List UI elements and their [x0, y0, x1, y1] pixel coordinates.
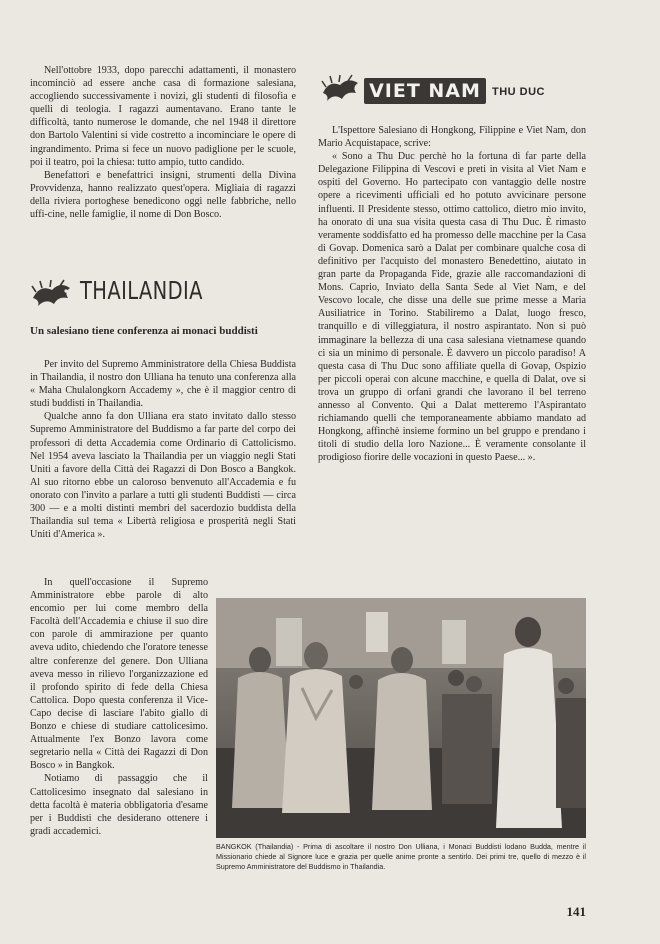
vietnam-section-heading	[320, 66, 590, 112]
thailand-subheading: Un salesiano tiene conferenza ai monaci buddisti	[30, 325, 258, 337]
paragraph: Nell'ottobre 1933, dopo parecchi adattamenti, il monastero incominciò ad essere anche casa di formazione salesiana, accogliendo successivamente i novizi, gli studenti di filosofia e quelli di teologia. I ragazzi aumentavano. Erano tante le difficoltà, tanto numerose le domande, che nel 1948 il direttore don Bartolo Valentini si vide costretto a incominciare le opere di ingrandimento. Prima si fece un nuovo padiglione per le scuole, poi il teatro, poi la chiesa: tutto ampio, tutto candido.	[30, 65, 296, 168]
paragraph: Per invito del Supremo Amministratore della Chiesa Buddista in Thailandia, il nostro don Ulliana ha tenuto una conferenza alla « Maha Chulalongkorn Accademy », che è il maggior centro di studi buddisti in Thailandia.	[30, 359, 296, 410]
vietnam-title: VIET NAM	[369, 80, 481, 102]
thailand-wrap-text	[30, 576, 208, 838]
vietnam-banner	[364, 78, 486, 104]
paragraph: L'Ispettore Salesiano di Hongkong, Filippine e Viet Nam, don Mario Acquistapace, scrive:	[318, 125, 586, 150]
vietnam-place: THU DUC	[492, 86, 545, 98]
left-column-text	[30, 64, 296, 221]
paragraph: « Sono a Thu Duc perchè ho la fortuna di far parte della Delegazione Filippina di Vescovi e preti in visita al Viet Nam e ospiti del Governo. Ho partecipato con vantaggio delle nostre opere a ricevimenti ufficiali ed ho potuto avvicinare persone influenti. Il Presidente stesso, ottimo cattolico, dietro mio invito, ha onorato di una sua visita questa casa di Thu Duc. È rimasto veramente soddisfatto ed ha promesso delle macchine per la Casa di Govap. Domenica sarò a Dalat per combinare qualche cosa di definitivo per l'acquisto del monastero Benedettino, aiutato in gran parte da Propaganda Fide, grazie alle raccomandazioni di Mons. Caprio, Inviato della Santa Sede al Viet Nam, e del Vescovo locale, che disse una delle sue prime messe a Maria Ausiliatrice in Torino. Stabiliremo a Dalat, luogo fresco, tranquillo e di villeggiatura, il nostro aspirantato. Non si può immaginare la bellezza di una casa salesiana vietnamese quando ci sia un minimo di personale. È davvero un piccolo paradiso! A questa casa di Thu Duc sono affiliate quella di Govap, Ospizio per piccoli operai con alcune macchine, e quella di Dalat, ove si trova un gruppo di orfani grandi che lavorano il bel terreno annesso al Convento. Qui a Dalat metteremo l'Aspirantato richiamando quelli che temporaneamente abbiamo mandato ad Hongkong, affinchè insieme formino un bel gruppo e prendano i titoli di studio della loro Nazione... È veramente consolante il prodigioso fiorire delle vocazioni in questo Paese... ».	[318, 151, 586, 464]
thailand-body	[30, 358, 296, 541]
page-number: 141	[566, 904, 586, 919]
monks-photo-illustration	[216, 598, 586, 838]
right-column-text	[318, 124, 586, 464]
paragraph: Benefattori e benefattrici insigni, strumenti della Divina Provvidenza, hanno realizzato quest'opera. Migliaia di ragazzi della riviera portoghese benedicono oggi nelle fabbriche, nello uffi-cine, nelle famiglie, il nome di Don Bosco.	[30, 169, 296, 221]
paragraph: Notiamo di passaggio che il Cattolicesimo insegnato dal salesiano in detta facoltà è materia obbligatoria d'esame per i Buddisti che desiderano ottenere i gradi accademici.	[30, 773, 208, 837]
paragraph: Qualche anno fa don Ulliana era stato invitato dallo stesso Supremo Amministratore del Buddismo a far parte del corpo dei professori di detta Accademia come Ordinario di Cattolicismo. Nel 1954 aveva lasciato la Thailandia per un viaggio negli Stati Uniti a favore della Città dei Ragazzi di Don Bosco a Bangkok. Al suo ritorno ebbe un caloroso benvenuto all'Accademia e fu onorato con l'invito a parlare a tutti gli studenti Buddisti — circa 300 — e a molti distinti membri del sacerdozio buddista della Thailandia sul tema « Libertà religiosa e prosperità negli Stati Uniti d'America ».	[30, 411, 296, 541]
dragon-emblem-icon	[320, 74, 362, 108]
thailand-title: THAILANDIA	[80, 276, 203, 305]
photo-caption: BANGKOK (Thailandia) - Prima di ascoltare il nostro Don Ulliana, i Monaci Buddisti lodano Budda, mentre il Missionario chiede al Signore luce e grazia per quelle anime pronte a sentirlo. Dei primi tre, quello di mezzo è il Supremo Amministratore del Buddismo in Thailandia.	[216, 842, 586, 872]
thailand-section-heading	[30, 274, 296, 318]
paragraph: In quell'occasione il Supremo Amministratore ebbe parole di alto encomio per lui come membro della Facoltà dell'Accademia e chiuse il suo dire con parole di ammirazione per quanto aveva udito, chiedendo che l'oratore tenesse altre conferenze del genere. Don Ulliana aveva messo in rilievo l'organizzazione ed il profondo spirito di fede della Chiesa Cattolica. Dopo questa conferenza il Vice-Capo decise di lasciare l'abito giallo di Bonzo e chiese di studiare cattolicesimo. Attualmente l'ex Bonzo lavora come segretario nella « Città dei Ragazzi di Don Bosco » in Bangkok.	[30, 577, 208, 772]
monks-photo	[216, 598, 586, 838]
dragon-emblem-icon	[30, 278, 76, 314]
